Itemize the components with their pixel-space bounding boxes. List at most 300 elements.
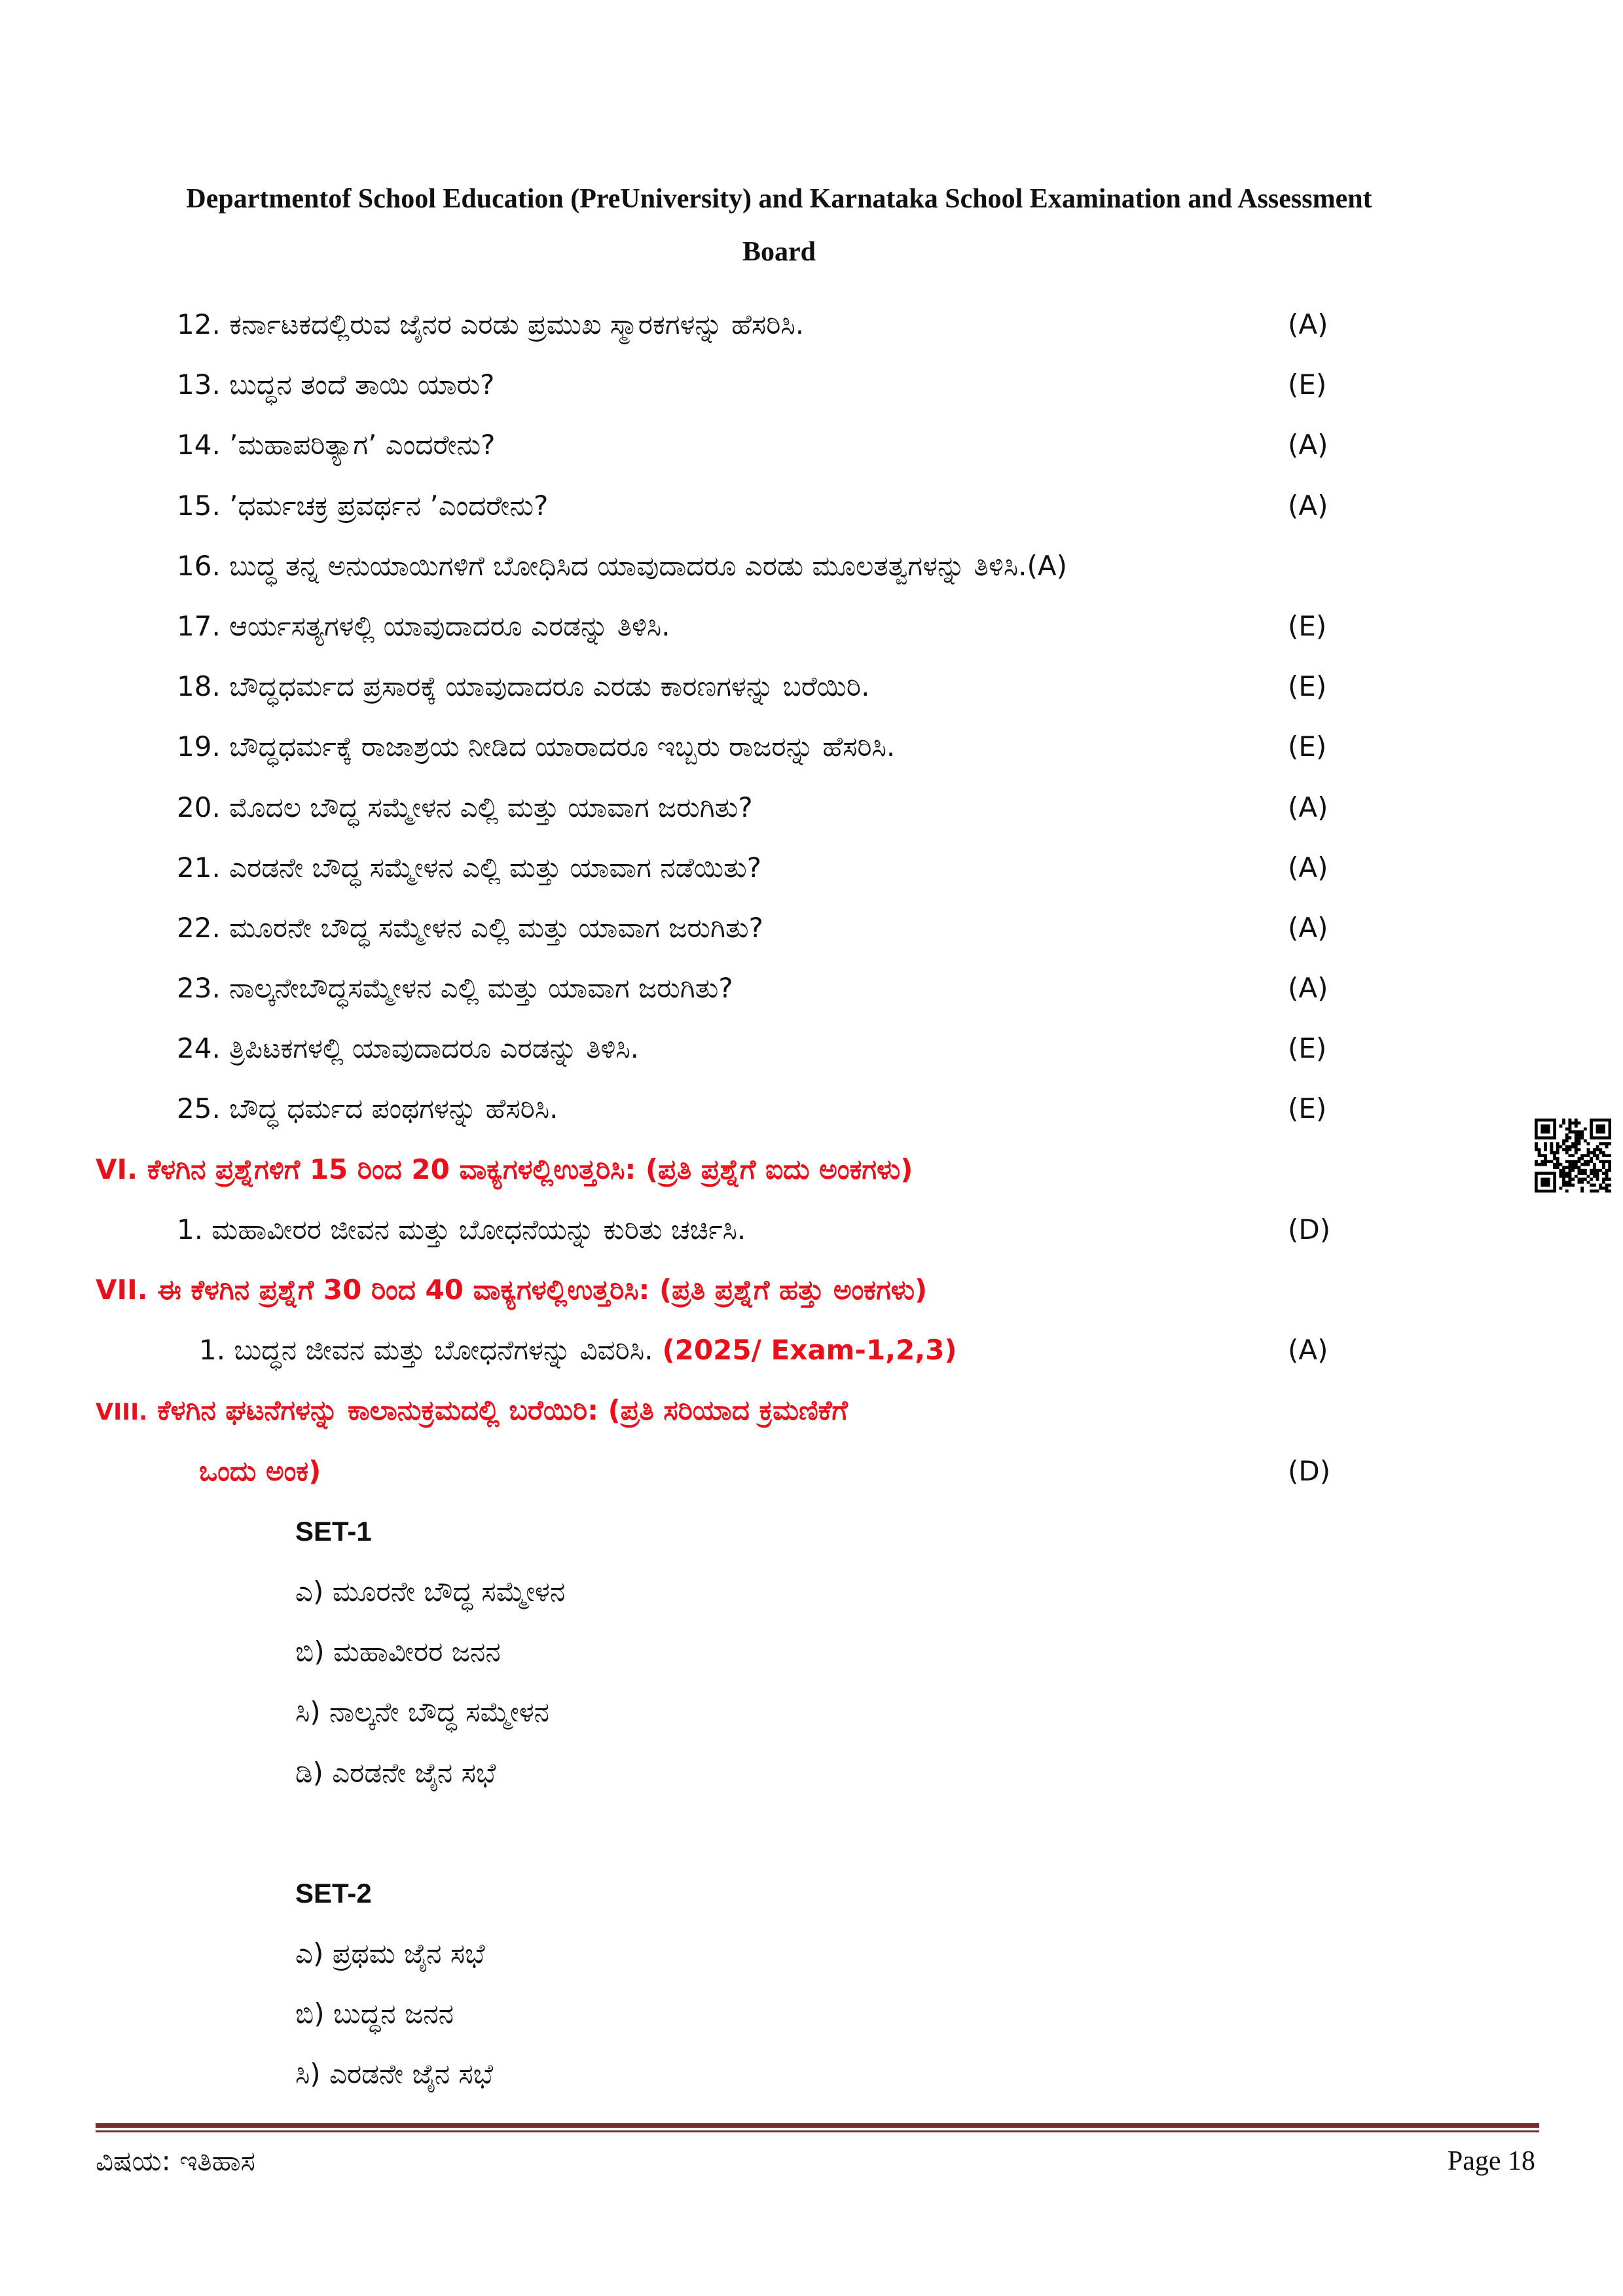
qr-module	[1556, 1160, 1559, 1163]
question-row	[0, 717, 1623, 777]
qr-module	[1556, 1148, 1559, 1151]
qr-module	[1608, 1154, 1611, 1157]
qr-module	[1608, 1183, 1611, 1187]
set-title-row	[0, 1863, 1623, 1924]
question-text: 1. ಮಹಾವೀರರ ಜೀವನ ಮತ್ತು ಬೋಧನೆಯನ್ನು ಕುರಿತು ಚರ್ಚಿಸಿ.	[177, 1213, 746, 1246]
qr-module	[1578, 1122, 1581, 1125]
question-level: (A)	[1288, 851, 1328, 884]
qr-module	[1562, 1139, 1565, 1143]
qr-module	[1562, 1177, 1565, 1181]
question-row	[0, 596, 1623, 656]
section-heading-row	[0, 1260, 1623, 1320]
qr-module	[1599, 1142, 1602, 1145]
qr-module	[1605, 1172, 1609, 1175]
question-level: (D)	[1288, 1213, 1331, 1246]
qr-module	[1602, 1154, 1605, 1157]
qr-module	[1553, 1157, 1556, 1160]
qr-module	[1580, 1130, 1584, 1134]
question-text: 17. ಆರ್ಯಸತ್ಯಗಳಲ್ಲಿ ಯಾವುದಾದರೂ ಎರಡನ್ನು ತಿಳಿಸಿ.	[177, 609, 670, 642]
qr-module	[1575, 1124, 1578, 1128]
qr-module	[1599, 1148, 1602, 1151]
qr-module	[1593, 1175, 1596, 1178]
question-text: 21. ಎರಡನೇ ಬೌದ್ಧ ಸಮ್ಮೇಳನ ಎಲ್ಲಿ ಮತ್ತು ಯಾವಾಗ ನಡೆಯಿತು?	[177, 851, 762, 884]
qr-module	[1541, 1177, 1550, 1187]
qr-module	[1535, 1160, 1538, 1163]
question-level: (A)	[1288, 308, 1328, 340]
qr-module	[1584, 1154, 1587, 1157]
qr-module	[1575, 1151, 1578, 1155]
question-text: 1. ಬುದ್ಧನ ಜೀವನ ಮತ್ತು ಬೋಧನೆಗಳನ್ನು ವಿವರಿಸಿ.	[199, 1334, 653, 1367]
qr-module	[1599, 1183, 1602, 1187]
qr-module	[1553, 1154, 1556, 1157]
qr-module	[1575, 1130, 1578, 1134]
list-item	[0, 1682, 1623, 1742]
qr-module	[1562, 1148, 1565, 1151]
question-line	[199, 1320, 957, 1380]
question-row	[0, 355, 1623, 415]
qr-module	[1559, 1187, 1562, 1190]
qr-module	[1575, 1163, 1578, 1166]
qr-module	[1565, 1128, 1569, 1131]
qr-module	[1608, 1169, 1611, 1172]
qr-module	[1556, 1151, 1559, 1155]
qr-module	[1593, 1148, 1596, 1151]
question-level: (A)	[1288, 911, 1328, 944]
qr-module	[1590, 1183, 1593, 1187]
qr-module	[1575, 1136, 1578, 1139]
set-title-row	[0, 1501, 1623, 1562]
qr-module	[1559, 1175, 1562, 1178]
section-heading-row	[0, 1139, 1623, 1200]
qr-module	[1590, 1157, 1593, 1160]
qr-module	[1578, 1157, 1581, 1160]
qr-module	[1587, 1160, 1590, 1163]
question-text: 15. ’ಧರ್ಮಚಕ್ರ ಪ್ರವರ್ಥನ ’ಎಂದರೇನು?	[177, 489, 549, 522]
qr-module	[1541, 1124, 1550, 1134]
question-level: (E)	[1288, 609, 1327, 642]
question-row	[0, 295, 1623, 355]
blank-line	[0, 1803, 1623, 1863]
event-item: ಸಿ) ನಾಲ್ಕನೇ ಬೌದ್ಧ ಸಮ್ಮೇಳನ	[295, 1696, 549, 1729]
qr-module	[1602, 1151, 1605, 1155]
question-list	[0, 295, 1623, 2105]
qr-module	[1590, 1151, 1593, 1155]
qr-module	[1575, 1122, 1578, 1125]
qr-module	[1590, 1169, 1593, 1172]
question-level: (E)	[1288, 368, 1327, 401]
qr-module	[1608, 1189, 1611, 1193]
qr-module	[1602, 1177, 1605, 1181]
question-level: (A)	[1288, 791, 1328, 823]
qr-module	[1596, 1157, 1599, 1160]
qr-module	[1599, 1151, 1602, 1155]
section-heading-row	[0, 1380, 1623, 1441]
qr-module	[1587, 1181, 1590, 1184]
qr-module	[1571, 1145, 1575, 1149]
section-vi-heading: VI. ಕೆಳಗಿನ ಪ್ರಶ್ನೆಗಳಿಗೆ 15 ರಿಂದ 20 ವಾಕ್ಯಗಳಲ್ಲಿಉತ್ತರಿಸಿ: (ಪ್ರತಿ ಪ್ರಶ್ನೆಗೆ ಐದು ಅಂಕಗಳು)	[96, 1153, 913, 1185]
qr-module	[1605, 1175, 1609, 1178]
question-row	[0, 1018, 1623, 1079]
qr-module	[1584, 1160, 1587, 1163]
qr-module	[1568, 1154, 1571, 1157]
qr-module	[1538, 1151, 1541, 1155]
qr-module	[1596, 1169, 1599, 1172]
qr-module	[1535, 1148, 1538, 1151]
question-text: 12. ಕರ್ನಾಟಕದಲ್ಲಿರುವ ಜೈನರ ಎರಡು ಪ್ರಮುಖ ಸ್ಮಾರಕಗಳನ್ನು ಹೆಸರಿಸಿ.	[177, 308, 805, 340]
qr-module	[1544, 1163, 1547, 1166]
qr-module	[1602, 1181, 1605, 1184]
qr-module	[1578, 1172, 1581, 1175]
qr-module	[1544, 1154, 1547, 1157]
event-item: ಬಿ) ಮಹಾವೀರರ ಜನನ	[295, 1636, 501, 1668]
qr-module	[1575, 1119, 1578, 1122]
qr-module	[1568, 1124, 1571, 1128]
qr-module	[1578, 1148, 1581, 1151]
qr-module	[1593, 1169, 1596, 1172]
section-numeral: VIII.	[96, 1399, 148, 1426]
qr-module	[1590, 1189, 1593, 1193]
qr-module	[1578, 1130, 1581, 1134]
qr-module	[1544, 1145, 1547, 1149]
qr-module	[1562, 1183, 1565, 1187]
question-row	[0, 415, 1623, 475]
qr-module	[1593, 1154, 1596, 1157]
qr-module	[1608, 1163, 1611, 1166]
qr-module	[1602, 1187, 1605, 1190]
list-item	[0, 1924, 1623, 1984]
question-level: (A)	[1288, 972, 1328, 1005]
qr-module	[1587, 1175, 1590, 1178]
qr-module	[1541, 1163, 1544, 1166]
set-title: SET-2	[295, 1877, 372, 1909]
question-level: (E)	[1288, 1092, 1327, 1125]
qr-module	[1593, 1183, 1596, 1187]
qr-module	[1538, 1148, 1541, 1151]
qr-module	[1602, 1160, 1605, 1163]
qr-module	[1550, 1151, 1553, 1155]
question-row	[0, 898, 1623, 958]
qr-module	[1584, 1177, 1587, 1181]
qr-module	[1541, 1160, 1544, 1163]
qr-module	[1590, 1172, 1593, 1175]
qr-module	[1544, 1148, 1547, 1151]
qr-module	[1575, 1166, 1578, 1169]
qr-module	[1568, 1172, 1571, 1175]
qr-module	[1596, 1189, 1599, 1193]
qr-module	[1565, 1148, 1569, 1151]
question-row	[0, 778, 1623, 838]
set-title: SET-1	[295, 1515, 372, 1547]
qr-module	[1608, 1160, 1611, 1163]
question-row	[0, 536, 1623, 596]
qr-module	[1596, 1154, 1599, 1157]
qr-module	[1568, 1128, 1571, 1131]
section-viii-heading	[96, 1380, 848, 1443]
qr-module	[1565, 1189, 1569, 1193]
question-text: 25. ಬೌದ್ಧ ಧರ್ಮದ ಪಂಥಗಳನ್ನು ಹೆಸರಿಸಿ.	[177, 1092, 558, 1125]
section-vii-heading: VII. ಈ ಕೆಳಗಿನ ಪ್ರಶ್ನೆಗೆ 30 ರಿಂದ 40 ವಾಕ್ಯಗಳಲ್ಲಿಉತ್ತರಿಸಿ: (ಪ್ರತಿ ಪ್ರಶ್ನೆಗೆ ಹತ್ತು ಅಂಕಗಳು)	[96, 1274, 928, 1306]
qr-module	[1571, 1183, 1575, 1187]
exam-year-note: (2025/ Exam-1,2,3)	[662, 1334, 957, 1367]
qr-module	[1578, 1160, 1581, 1163]
qr-module	[1596, 1175, 1599, 1178]
section-heading-text: ಕೆಳಗಿನ ಘಟನೆಗಳನ್ನು ಕಾಲಾನುಕ್ರಮದಲ್ಲಿ ಬರೆಯಿರಿ: (ಪ್ರತಿ ಸರಿಯಾದ ಕ್ರಮಣಿಕೆಗೆ	[157, 1394, 848, 1427]
qr-module	[1568, 1175, 1571, 1178]
qr-module	[1544, 1160, 1547, 1163]
qr-module	[1565, 1139, 1569, 1143]
qr-module	[1578, 1166, 1581, 1169]
header-line-2: Board	[742, 237, 816, 267]
qr-module	[1568, 1163, 1571, 1166]
qr-module	[1587, 1154, 1590, 1157]
qr-module	[1565, 1151, 1569, 1155]
qr-module	[1547, 1160, 1550, 1163]
question-level: (E)	[1288, 1032, 1327, 1065]
qr-module	[1584, 1163, 1587, 1166]
qr-module	[1571, 1177, 1575, 1181]
qr-module	[1602, 1166, 1605, 1169]
qr-module	[1580, 1189, 1584, 1193]
qr-module	[1580, 1172, 1584, 1175]
qr-module	[1556, 1142, 1559, 1145]
qr-module	[1605, 1187, 1609, 1190]
qr-module	[1580, 1163, 1584, 1166]
question-level: (E)	[1288, 730, 1327, 763]
qr-module	[1556, 1163, 1559, 1166]
event-item: ಡಿ) ಎರಡನೇ ಜೈನ ಸಭೆ	[295, 1756, 496, 1789]
qr-module	[1580, 1136, 1584, 1139]
qr-module	[1568, 1181, 1571, 1184]
qr-module	[1580, 1181, 1584, 1184]
question-row	[0, 656, 1623, 717]
qr-module	[1596, 1172, 1599, 1175]
question-text: 22. ಮೂರನೇ ಬೌದ್ಧ ಸಮ್ಮೇಳನ ಎಲ್ಲಿ ಮತ್ತು ಯಾವಾಗ ಜರುಗಿತು?	[177, 911, 763, 944]
qr-module	[1562, 1122, 1565, 1125]
qr-module	[1578, 1177, 1581, 1181]
event-item: ಎ) ಪ್ರಥಮ ಜೈನ ಸಭೆ	[295, 1937, 485, 1970]
qr-module	[1593, 1172, 1596, 1175]
qr-module	[1571, 1122, 1575, 1125]
qr-module	[1587, 1148, 1590, 1151]
qr-module	[1608, 1166, 1611, 1169]
qr-module	[1578, 1134, 1581, 1137]
qr-module	[1565, 1145, 1569, 1149]
qr-module	[1593, 1166, 1596, 1169]
qr-module	[1559, 1163, 1562, 1166]
qr-module	[1571, 1160, 1575, 1163]
question-level: (A)	[1288, 429, 1328, 461]
qr-module	[1580, 1134, 1584, 1137]
question-level: (E)	[1288, 670, 1327, 703]
qr-module	[1580, 1187, 1584, 1190]
qr-module	[1578, 1136, 1581, 1139]
qr-module	[1568, 1177, 1571, 1181]
qr-module	[1571, 1130, 1575, 1134]
qr-module	[1568, 1160, 1571, 1163]
event-item: ಸಿ) ಎರಡನೇ ಜೈನ ಸಭೆ	[295, 2058, 494, 2090]
qr-module	[1565, 1183, 1569, 1187]
qr-module	[1599, 1169, 1602, 1172]
qr-module	[1605, 1189, 1609, 1193]
qr-module	[1575, 1139, 1578, 1143]
qr-module	[1553, 1166, 1556, 1169]
qr-module	[1538, 1163, 1541, 1166]
qr-module	[1575, 1160, 1578, 1163]
qr-module	[1562, 1166, 1565, 1169]
qr-module	[1568, 1130, 1571, 1134]
qr-module	[1596, 1177, 1599, 1181]
footer-subject: ವಿಷಯ: ಇತಿಹಾಸ	[96, 2145, 255, 2177]
list-item	[0, 1984, 1623, 2044]
question-level: (A)	[1027, 549, 1067, 582]
qr-module	[1559, 1169, 1562, 1172]
qr-module	[1587, 1142, 1590, 1145]
qr-module	[1550, 1145, 1553, 1149]
qr-module	[1605, 1169, 1609, 1172]
qr-module	[1596, 1124, 1605, 1134]
qr-module	[1562, 1119, 1565, 1122]
qr-module	[1538, 1154, 1541, 1157]
qr-module	[1550, 1142, 1553, 1145]
footer-rule-thick	[96, 2123, 1539, 2128]
qr-module	[1599, 1160, 1602, 1163]
qr-module	[1602, 1142, 1605, 1145]
qr-module	[1593, 1163, 1596, 1166]
qr-module	[1605, 1154, 1609, 1157]
qr-module	[1559, 1124, 1562, 1128]
qr-module	[1571, 1154, 1575, 1157]
qr-module	[1587, 1163, 1590, 1166]
qr-module	[1550, 1148, 1553, 1151]
qr-module	[1575, 1148, 1578, 1151]
qr-module	[1605, 1177, 1609, 1181]
qr-module	[1565, 1136, 1569, 1139]
qr-module	[1556, 1157, 1559, 1160]
qr-module	[1550, 1160, 1553, 1163]
qr-module	[1565, 1172, 1569, 1175]
qr-module	[1565, 1166, 1569, 1169]
footer-rule-thin	[96, 2130, 1539, 2132]
qr-module	[1565, 1160, 1569, 1163]
question-line	[177, 536, 1067, 596]
list-item	[0, 1743, 1623, 1803]
qr-module	[1562, 1142, 1565, 1145]
qr-module	[1556, 1145, 1559, 1149]
question-level: (D)	[1288, 1454, 1331, 1487]
qr-module	[1578, 1169, 1581, 1172]
qr-module	[1580, 1169, 1584, 1172]
qr-module	[1544, 1142, 1547, 1145]
qr-module	[1565, 1181, 1569, 1184]
question-row	[0, 476, 1623, 536]
qr-module	[1559, 1145, 1562, 1149]
qr-module	[1580, 1177, 1584, 1181]
qr-module	[1584, 1128, 1587, 1131]
qr-module	[1562, 1172, 1565, 1175]
qr-module	[1535, 1142, 1538, 1145]
qr-module	[1562, 1181, 1565, 1184]
qr-module	[1541, 1154, 1544, 1157]
qr-module	[1605, 1160, 1609, 1163]
qr-module	[1571, 1163, 1575, 1166]
question-text: 16. ಬುದ್ಧ ತನ್ನ ಅನುಯಾಯಿಗಳಿಗೆ ಬೋಧಿಸಿದ ಯಾವುದಾದರೂ ಎರಡು ಮೂಲತತ್ವಗಳನ್ನು ತಿಳಿಸಿ.	[177, 549, 1027, 582]
question-text: 24. ತ್ರಿಪಿಟಕಗಳಲ್ಲಿ ಯಾವುದಾದರೂ ಎರಡನ್ನು ತಿಳಿಸಿ.	[177, 1032, 640, 1065]
section-heading-row	[0, 1441, 1623, 1501]
qr-module	[1584, 1169, 1587, 1172]
event-item: ಎ) ಮೂರನೇ ಬೌದ್ಧ ಸಮ್ಮೇಳನ	[295, 1575, 566, 1607]
qr-module	[1605, 1145, 1609, 1149]
qr-module	[1578, 1139, 1581, 1143]
qr-module	[1580, 1157, 1584, 1160]
qr-module	[1575, 1175, 1578, 1178]
qr-module	[1602, 1172, 1605, 1175]
qr-module	[1568, 1148, 1571, 1151]
question-row	[0, 1079, 1623, 1139]
qr-module	[1553, 1163, 1556, 1166]
qr-module	[1553, 1151, 1556, 1155]
qr-module	[1568, 1136, 1571, 1139]
qr-module	[1571, 1142, 1575, 1145]
list-item	[0, 1622, 1623, 1682]
qr-module	[1593, 1189, 1596, 1193]
question-row	[0, 1320, 1623, 1380]
question-level: (A)	[1288, 489, 1328, 522]
qr-module	[1535, 1163, 1538, 1166]
question-row	[0, 958, 1623, 1018]
qr-module	[1587, 1151, 1590, 1155]
qr-module	[1575, 1142, 1578, 1145]
question-text: 18. ಬೌದ್ಧಧರ್ಮದ ಪ್ರಸಾರಕ್ಕೆ ಯಾವುದಾದರೂ ಎರಡು ಕಾರಣಗಳನ್ನು ಬರೆಯಿರಿ.	[177, 670, 870, 703]
qr-module	[1568, 1166, 1571, 1169]
qr-module	[1575, 1145, 1578, 1149]
question-text: 13. ಬುದ್ಧನ ತಂದೆ ತಾಯಿ ಯಾರು?	[177, 368, 495, 401]
list-item	[0, 1562, 1623, 1622]
qr-module	[1596, 1145, 1599, 1149]
qr-module	[1565, 1175, 1569, 1178]
list-item	[0, 2044, 1623, 2104]
question-text: 19. ಬೌದ್ಧಧರ್ಮಕ್ಕೆ ರಾಜಾಶ್ರಯ ನೀಡಿದ ಯಾರಾದರೂ ಇಬ್ಬರು ರಾಜರನ್ನು ಹೆಸರಿಸಿ.	[177, 730, 896, 763]
qr-module	[1568, 1169, 1571, 1172]
qr-module	[1565, 1134, 1569, 1137]
qr-module	[1590, 1177, 1593, 1181]
question-row	[0, 1200, 1623, 1260]
qr-module	[1535, 1145, 1538, 1149]
qr-module	[1605, 1183, 1609, 1187]
qr-module	[1556, 1166, 1559, 1169]
qr-module	[1562, 1169, 1565, 1172]
qr-module	[1593, 1151, 1596, 1155]
qr-module	[1559, 1172, 1562, 1175]
qr-module	[1602, 1163, 1605, 1166]
question-row	[0, 838, 1623, 898]
qr-module	[1578, 1181, 1581, 1184]
qr-module	[1599, 1187, 1602, 1190]
question-level: (A)	[1288, 1334, 1328, 1367]
qr-module	[1608, 1177, 1611, 1181]
header-line-1: Departmentof School Education (PreUniversity) and Karnataka School Examination and Assessment	[186, 184, 1372, 214]
page-number: Page 18	[1447, 2146, 1535, 2176]
qr-module	[1568, 1122, 1571, 1125]
qr-module	[1575, 1134, 1578, 1137]
qr-module	[1568, 1145, 1571, 1149]
section-viii-heading-cont: ಒಂದು ಅಂಕ)	[199, 1454, 321, 1487]
event-item: ಬಿ) ಬುದ್ಧನ ಜನನ	[295, 1998, 454, 2030]
qr-module	[1584, 1172, 1587, 1175]
qr-module	[1580, 1154, 1584, 1157]
qr-module	[1584, 1139, 1587, 1143]
qr-code-icon	[1535, 1119, 1611, 1193]
qr-module	[1578, 1142, 1581, 1145]
